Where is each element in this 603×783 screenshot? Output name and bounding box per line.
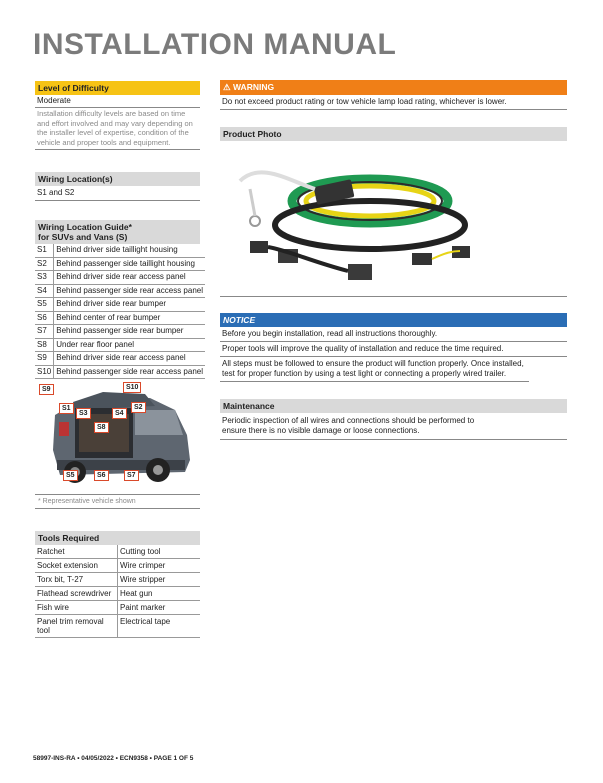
wiring-guide-row <box>35 257 205 271</box>
suv-rear-image <box>35 380 200 485</box>
warning-triangle-icon: ⚠ <box>223 82 231 92</box>
tools-row <box>35 559 200 573</box>
wiring-guide-text: Behind driver side rear bumper <box>54 298 205 312</box>
tools-heading: Tools Required <box>35 531 200 545</box>
difficulty-description: Installation difficulty levels are based on time and effort involved and may vary depending on the installer level of expertise, condition of the vehicle and proper tools and equipment. <box>35 108 200 150</box>
tools-row <box>35 587 200 601</box>
product-photo-divider <box>220 296 567 297</box>
wiring-guide-code: S3 <box>35 271 54 285</box>
wiring-guide-row <box>35 352 205 366</box>
vehicle-label-s4: S4 <box>112 408 127 419</box>
tool-left: Torx bit, T-27 <box>35 573 118 587</box>
wiring-harness-photo <box>220 141 567 291</box>
tool-right: Wire stripper <box>118 573 201 587</box>
wiring-guide-code: S10 <box>35 365 54 379</box>
wiring-location-value: S1 and S2 <box>35 186 200 201</box>
wiring-guide-text: Behind driver side taillight housing <box>54 244 205 257</box>
tools-row <box>35 615 200 638</box>
vehicle-label-s5: S5 <box>63 470 78 481</box>
wiring-guide-text: Under rear floor panel <box>54 338 205 352</box>
wiring-guide-code: S4 <box>35 284 54 298</box>
warning-text: Do not exceed product rating or tow vehicle lamp load rating, whichever is lower. <box>220 95 567 110</box>
difficulty-heading: Level of Difficulty <box>35 81 200 95</box>
wiring-guide-row <box>35 244 205 257</box>
tools-row <box>35 573 200 587</box>
tool-right: Electrical tape <box>118 615 201 638</box>
wiring-guide-text: Behind passenger side taillight housing <box>54 257 205 271</box>
maintenance-section <box>220 399 567 440</box>
wiring-guide-code: S6 <box>35 311 54 325</box>
maintenance-text <box>220 413 567 440</box>
tools-row <box>35 601 200 615</box>
notice-heading: NOTICE <box>220 313 567 327</box>
wiring-guide-row <box>35 271 205 285</box>
tool-left: Panel trim removal tool <box>35 615 118 638</box>
wiring-guide-code: S7 <box>35 325 54 339</box>
difficulty-level: Moderate <box>35 95 200 108</box>
wiring-location-heading: Wiring Location(s) <box>35 172 200 186</box>
wiring-location-section <box>35 172 200 201</box>
representative-vehicle-note: * Representative vehicle shown <box>35 494 200 509</box>
notice-item-3: All steps must be followed to ensure the product will function properly. Once installed, test for proper function by using a test light or connecting a properly wired trailer. <box>220 357 529 382</box>
vehicle-label-s1: S1 <box>59 403 74 414</box>
vehicle-illustration <box>35 380 200 485</box>
vehicle-label-s3: S3 <box>76 408 91 419</box>
page-footer: 58997-INS-RA • 04/05/2022 • ECN9358 • PAGE 1 OF 5 <box>33 755 194 762</box>
wiring-guide-table <box>35 244 205 379</box>
page-title: INSTALLATION MANUAL <box>33 28 397 61</box>
wiring-guide-code: S2 <box>35 257 54 271</box>
warning-heading <box>220 80 567 95</box>
maintenance-text-body: Periodic inspection of all wires and connections should be performed to ensure there is no visible damage or loose connections. <box>222 416 475 435</box>
wiring-guide-code: S1 <box>35 244 54 257</box>
wiring-guide-text: Behind center of rear bumper <box>54 311 205 325</box>
warning-section <box>220 80 567 110</box>
wiring-guide-row <box>35 365 205 379</box>
wiring-guide-row <box>35 298 205 312</box>
wiring-guide-row <box>35 311 205 325</box>
tool-left: Flathead screwdriver <box>35 587 118 601</box>
wiring-guide-code: S9 <box>35 352 54 366</box>
tool-right: Heat gun <box>118 587 201 601</box>
wiring-guide-text: Behind driver side rear access panel <box>54 271 205 285</box>
notice-section <box>220 313 567 382</box>
tool-right: Cutting tool <box>118 545 201 559</box>
wiring-guide-row <box>35 325 205 339</box>
vehicle-label-s10: S10 <box>123 382 141 393</box>
notice-item-1: Before you begin installation, read all instructions thoroughly. <box>220 327 567 342</box>
vehicle-label-s6: S6 <box>94 470 109 481</box>
tools-table <box>35 545 200 638</box>
wiring-guide-heading <box>35 220 200 244</box>
difficulty-section <box>35 81 200 150</box>
maintenance-heading: Maintenance <box>220 399 567 413</box>
wiring-guide-row <box>35 338 205 352</box>
tool-right: Paint marker <box>118 601 201 615</box>
notice-item-2: Proper tools will improve the quality of installation and reduce the time required. <box>220 342 567 357</box>
tool-right: Wire crimper <box>118 559 201 573</box>
vehicle-label-s8: S8 <box>94 422 109 433</box>
wiring-guide-section <box>35 220 203 379</box>
wiring-guide-code: S8 <box>35 338 54 352</box>
tools-section <box>35 531 200 638</box>
wiring-guide-text: Behind passenger side rear bumper <box>54 325 205 339</box>
wiring-guide-heading-line2: for SUVs and Vans (S) <box>38 232 128 242</box>
tool-left: Socket extension <box>35 559 118 573</box>
vehicle-label-s9: S9 <box>39 384 54 395</box>
wiring-guide-code: S5 <box>35 298 54 312</box>
product-photo-heading: Product Photo <box>220 127 567 141</box>
wiring-guide-row <box>35 284 205 298</box>
wiring-guide-text: Behind passenger side rear access panel <box>54 365 205 379</box>
product-photo-section <box>220 127 567 297</box>
vehicle-label-s2: S2 <box>131 402 146 413</box>
tool-left: Fish wire <box>35 601 118 615</box>
wiring-guide-text: Behind driver side rear access panel <box>54 352 205 366</box>
wiring-guide-heading-line1: Wiring Location Guide* <box>38 222 132 232</box>
tool-left: Ratchet <box>35 545 118 559</box>
warning-heading-label: WARNING <box>233 82 275 92</box>
tools-row <box>35 545 200 559</box>
vehicle-label-s7: S7 <box>124 470 139 481</box>
wiring-guide-text: Behind passenger side rear access panel <box>54 284 205 298</box>
